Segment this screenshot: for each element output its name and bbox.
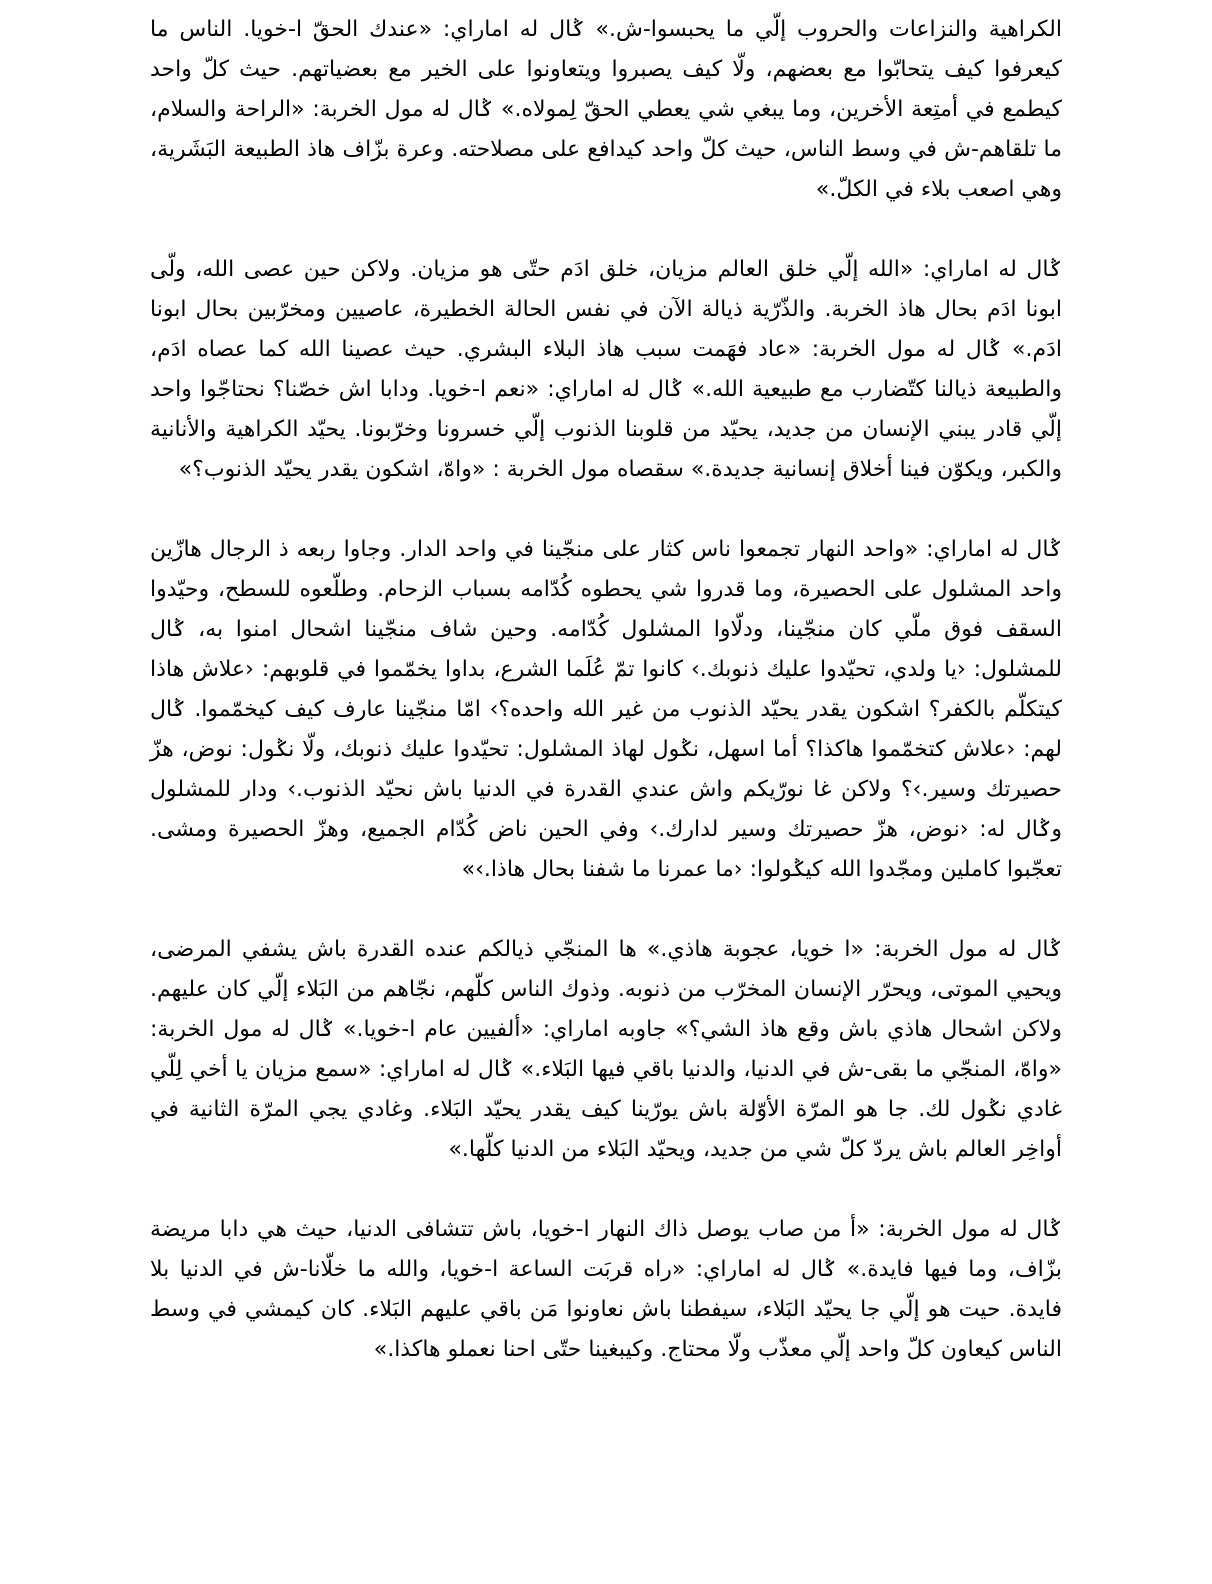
- paragraph: الكراهية والنزاعات والحروب إلّي ما يحبسوا-ش.» ݣال له اماراي: «عندك الحقّ ا-خويا. الناس ما كيعرفوا كيف يتحابّوا مع بعضهم، ولّا كيف يصبروا ويتعاونوا على الخير مع بعضياتهم. حيث كلّ واحد كيطمع في أمتِعة الأخرين، وما يبغي شي يعطي الحقّ لِمولاه.» ݣال له مول الخربة: «الراحة والسلام، ما تلقاهم-ش في وسط الناس، حيث كلّ واحد كيدافع على مصلاحته. وعرة بزّاف هاذ الطبيعة البَشَرية، وهي اصعب بلاء في الكلّ.»: [150, 17, 1062, 202]
- paragraph: ݣال له اماراي: «واحد النهار تجمعوا ناس كثار على منجّينا في واحد الدار. وجاوا ربعه ذ الرجال هازّين واحد المشلول على الحصيرة، وما قدروا شي يحطوه كُدّامه بسباب الزحام. وطلّعوه للسطح، وحيّدوا السقف فوق ملّي كان منجّينا، ودلّاوا المشلول كُدّامه. وحين شاف منجّينا اشحال امنوا به، ݣال للمشلول: ‹يا ولدي، تحيّدوا عليك ذنوبك.› كانوا تمّ عُلَما الشرع، بداوا يخمّموا في قلوبهم: ‹علاش هاذا كيتكلّم بالكفر؟ اشكون يقدر يحيّد الذنوب من غير الله واحده؟› امّا منجّينا عارف كيف كيخمّموا. ݣال لهم: ‹علاش كتخمّموا هاكذا؟ أما اسهل، نݣول لهاذ المشلول: تحيّدوا عليك ذنوبك، ولّا نݣول: نوض، هزّ حصيرتك وسير.›؟ ولاكن غا نورّيكم واش عندي القدرة في الدنيا باش نحيّد الذنوب.› ودار للمشلول وݣال له: ‹نوض، هزّ حصيرتك وسير لدارك.› وفي الحين ناض كُدّام الجميع، وهزّ الحصيرة ومشى. تعجّبوا كاملين ومجّدوا الله كيݣولوا: ‹ما عمرنا ما شفنا بحال هاذا.›»: [150, 537, 1062, 882]
- paragraph: ݣال له مول الخربة: «أ من صاب يوصل ذاك النهار ا-خويا، باش تتشافى الدنيا، حيث هي دابا مريضة بزّاف، وما فيها فايدة.» ݣال له اماراي: «راه قربَت الساعة ا-خويا، والله ما خلّانا-ش في الدنيا بلا فايدة. حيت هو إلّي جا يحيّد البَلاء، سيفطنا باش نعاونوا مَن باقي عليهم البَلاء. كان كيمشي في وسط الناس كيعاون كلّ واحد إلّي معذّب ولّا محتاج. وكيبغينا حتّى احنا نعملو هاكذا.»: [150, 1217, 1062, 1362]
- paragraph: ݣال له مول الخربة: «ا خويا، عجوبة هاذي.» ها المنجّي ذيالكم عنده القدرة باش يشفي المرضى، ويحيي الموتى، ويحرّر الإنسان المخرّب من ذنوبه. وذوك الناس كلّهم، نجّاهم من البَلاء إلّي كان عليهم. ولاكن اشحال هاذي باش وقع هاذ الشي؟» جاوبه اماراي: «ألفيين عام ا-خويا.» ݣال له مول الخربة: «واهّ، المنجّي ما بقى-ش في الدنيا، والدنيا باقي فيها البَلاء.» ݣال له اماراي: «سمع مزيان يا أخي لِلّي غادي نݣول لك. جا هو المرّة الأوّلة باش يورّينا كيف يقدر يحيّد البَلاء. وغادي يجي المرّة الثانية في أواخِر العالم باش يردّ كلّ شي من جديد، ويحيّد البَلاء من الدنيا كلّها.»: [150, 937, 1062, 1162]
- document-page: [150, 10, 1062, 1574]
- paragraph: ݣال له اماراي: «الله إلّي خلق العالم مزيان، خلق ادَم حتّى هو مزيان. ولاكن حين عصى الله، ولّى ابونا ادَم بحال هاذ الخربة. والذّرّية ذيالة الآن في نفس الحالة الخطيرة، عاصيين ومخرّبين بحال ابونا ادَم.» ݣال له مول الخربة: «عاد فهَمت سبب هاذ البلاء البشري. حيث عصينا الله كما عصاه ادَم، والطبيعة ذيالنا كتّضارب مع طبيعية الله.» ݣال له اماراي: «نعم ا-خويا. ودابا اش خصّنا؟ نحتاجّوا واحد إلّي قادر يبني الإنسان من جديد، يحيّد من قلوبنا الذنوب إلّي خسرونا وخرّبونا. يحيّد الكراهية والأنانية والكبر، ويكوّن فينا أخلاق إنسانية جديدة.» سقصاه مول الخربة : «واهّ، اشكون يقدر يحيّد الذنوب؟»: [150, 257, 1062, 482]
